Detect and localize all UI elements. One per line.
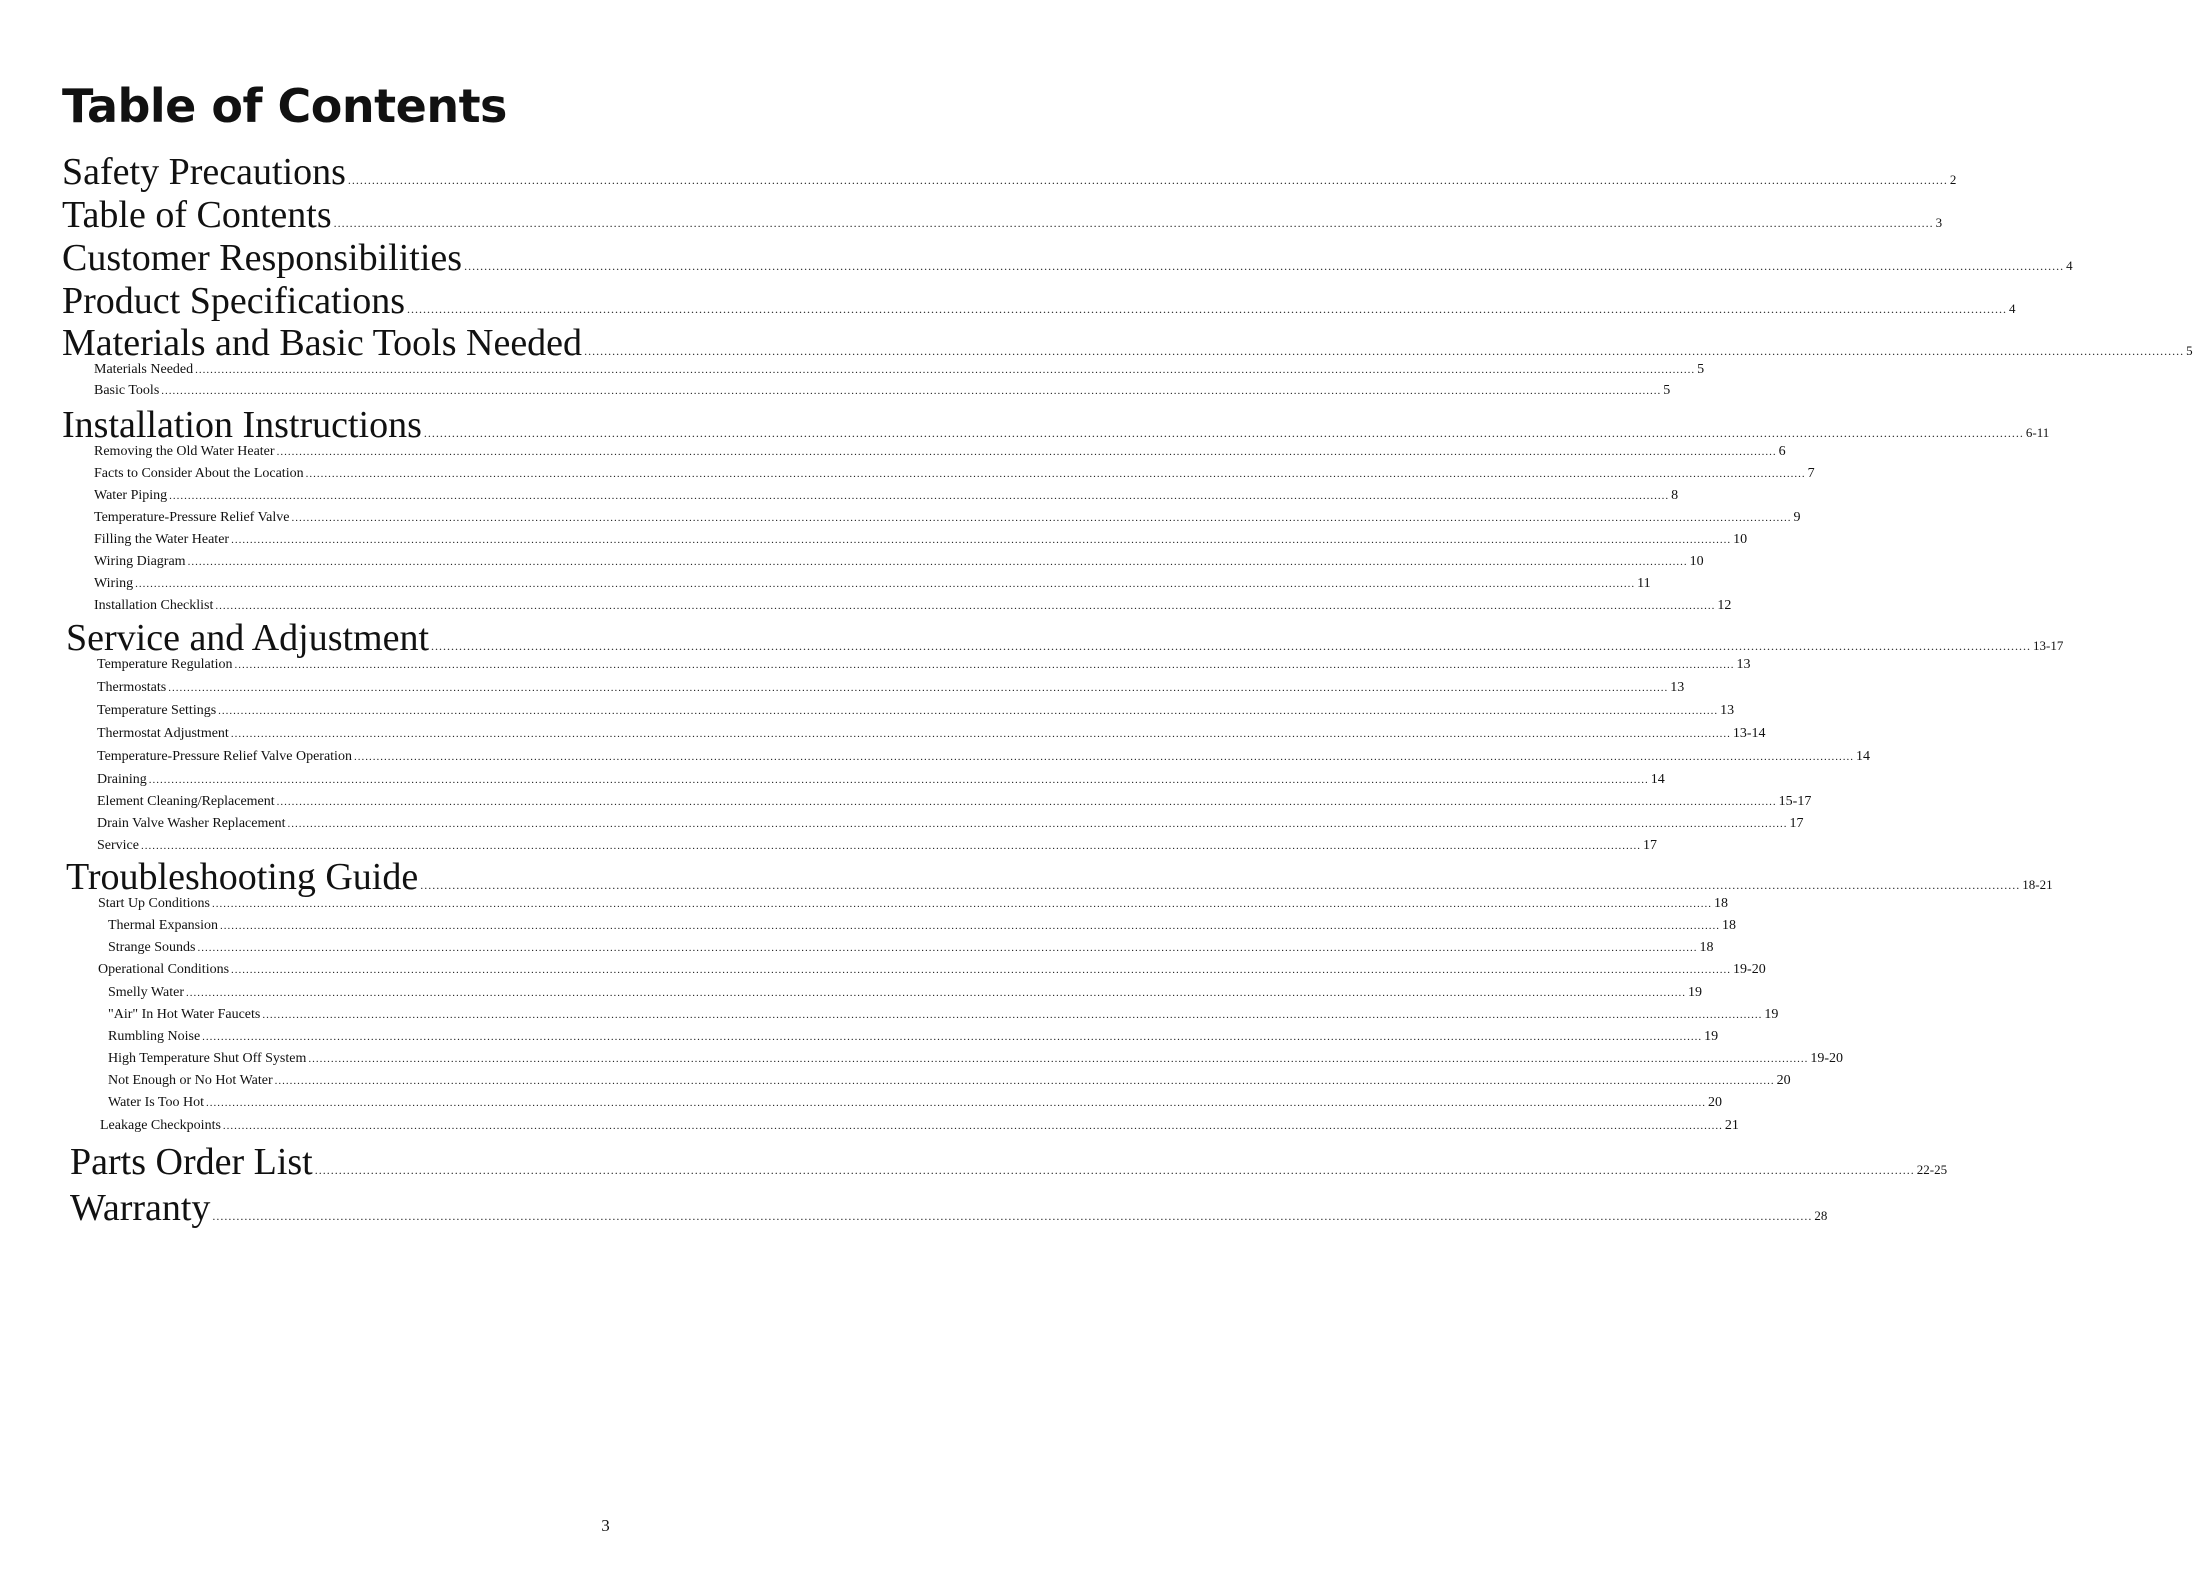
toc-entry-label: Thermal Expansion bbox=[108, 918, 219, 933]
toc-entry-label: Basic Tools bbox=[94, 383, 160, 398]
leader-dots: ................................................................................................................................................................................................................................................................................................................................................................................................................ bbox=[276, 446, 1777, 458]
toc-entry-service[interactable] bbox=[97, 837, 1657, 855]
toc-entry-smelly-water[interactable] bbox=[108, 984, 1702, 1002]
toc-entry-wiring[interactable] bbox=[94, 575, 1651, 593]
leader-dots: ................................................................................................................................................................................................................................................................................................................................................................................................................ bbox=[231, 534, 1732, 546]
toc-entry-basic-tools[interactable] bbox=[94, 382, 1671, 400]
toc-entry-label: Start Up Conditions bbox=[98, 896, 211, 911]
toc-entry-parts-order-list[interactable] bbox=[70, 1141, 1948, 1190]
leader-dots: ................................................................................................................................................................................................................................................................................................................................................................................................................ bbox=[222, 1120, 1723, 1132]
toc-entry-tp-relief-valve[interactable] bbox=[94, 509, 1801, 527]
toc-entry-label: Troubleshooting Guide bbox=[66, 856, 419, 898]
leader-dots: ................................................................................................................................................................................................................................................................................................................................................................................................................ bbox=[215, 600, 1716, 612]
toc-entry-page: 13 bbox=[1670, 680, 1685, 695]
toc-entry-label: Safety Precautions bbox=[62, 151, 346, 193]
toc-entry-customer-responsibilities[interactable] bbox=[62, 237, 2073, 286]
toc-entry-label: Wiring bbox=[94, 576, 134, 591]
toc-entry-page: 5 bbox=[1663, 383, 1671, 398]
toc-entry-page: 20 bbox=[1708, 1095, 1723, 1110]
leader-dots: ................................................................................................................................................................................................................................................................................................................................................................................................................ bbox=[431, 639, 2032, 653]
toc-entry-drain-valve-washer[interactable] bbox=[97, 815, 1804, 833]
leader-dots: ................................................................................................................................................................................................................................................................................................................................................................................................................ bbox=[291, 512, 1792, 524]
toc-entry-page: 22-25 bbox=[1916, 1162, 1948, 1177]
toc-entry-page: 18-21 bbox=[2022, 877, 2053, 892]
toc-entry-safety-precautions[interactable] bbox=[62, 151, 1957, 200]
toc-entry-page: 5 bbox=[2186, 343, 2193, 358]
leader-dots: ................................................................................................................................................................................................................................................................................................................................................................................................................ bbox=[234, 659, 1735, 671]
toc-entry-thermostat-adjustment[interactable] bbox=[97, 725, 1766, 743]
toc-entry-thermostats[interactable] bbox=[97, 679, 1685, 697]
toc-entry-draining[interactable] bbox=[97, 771, 1665, 789]
toc-entry-page: 19 bbox=[1704, 1029, 1719, 1044]
leader-dots: ................................................................................................................................................................................................................................................................................................................................................................................................................ bbox=[305, 468, 1806, 480]
toc-entry-label: Removing the Old Water Heater bbox=[94, 444, 275, 459]
toc-entry-operational-conditions[interactable] bbox=[98, 961, 1766, 979]
leader-dots: ................................................................................................................................................................................................................................................................................................................................................................................................................ bbox=[148, 774, 1649, 786]
toc-entry-label: Wiring Diagram bbox=[94, 554, 186, 569]
leader-dots: ................................................................................................................................................................................................................................................................................................................................................................................................................ bbox=[347, 173, 1948, 187]
leader-dots: ................................................................................................................................................................................................................................................................................................................................................................................................................ bbox=[353, 751, 1854, 763]
toc-entry-page: 19-20 bbox=[1733, 962, 1766, 977]
toc-entry-label: Not Enough or No Hot Water bbox=[108, 1073, 273, 1088]
toc-entry-label: Draining bbox=[97, 772, 147, 787]
toc-entry-page: 19 bbox=[1688, 985, 1702, 1000]
toc-entry-page: 10 bbox=[1733, 532, 1748, 547]
toc-entry-page: 20 bbox=[1776, 1073, 1791, 1088]
leader-dots: ................................................................................................................................................................................................................................................................................................................................................................................................................ bbox=[230, 728, 1731, 740]
toc-entry-label: Thermostats bbox=[97, 680, 167, 695]
toc-entry-page: 18 bbox=[1722, 918, 1737, 933]
toc-entry-water-too-hot[interactable] bbox=[108, 1094, 1723, 1112]
toc-entry-label: Table of Contents bbox=[62, 194, 332, 236]
toc-entry-strange-sounds[interactable] bbox=[108, 939, 1714, 957]
toc-entry-page: 5 bbox=[1697, 362, 1705, 377]
toc-entry-label: Materials Needed bbox=[94, 362, 194, 377]
toc-entry-page: 4 bbox=[2066, 258, 2073, 273]
toc-entry-page: 15-17 bbox=[1778, 794, 1812, 809]
toc-entry-leakage-checkpoints[interactable] bbox=[100, 1117, 1739, 1135]
toc-entry-label: Warranty bbox=[70, 1187, 211, 1229]
leader-dots: ................................................................................................................................................................................................................................................................................................................................................................................................................ bbox=[423, 426, 2024, 440]
leader-dots: ................................................................................................................................................................................................................................................................................................................................................................................................................ bbox=[195, 364, 1696, 376]
toc-entry-label: Operational Conditions bbox=[98, 962, 230, 977]
toc-entry-page: 13-17 bbox=[2033, 638, 2064, 653]
toc-entry-label: Facts to Consider About the Location bbox=[94, 466, 304, 481]
leader-dots: ................................................................................................................................................................................................................................................................................................................................................................................................................ bbox=[135, 578, 1636, 590]
toc-entry-label: Leakage Checkpoints bbox=[100, 1118, 221, 1133]
page-title: Table of Contents bbox=[62, 79, 507, 133]
leader-dots: ................................................................................................................................................................................................................................................................................................................................................................................................................ bbox=[187, 556, 1688, 568]
toc-entry-page: 12 bbox=[1717, 598, 1732, 613]
leader-dots: ................................................................................................................................................................................................................................................................................................................................................................................................................ bbox=[140, 840, 1641, 852]
toc-entry-label: Temperature-Pressure Relief Valve Operation bbox=[97, 749, 352, 764]
toc-entry-wiring-diagram[interactable] bbox=[94, 553, 1704, 571]
leader-dots: ................................................................................................................................................................................................................................................................................................................................................................................................................ bbox=[314, 1163, 1915, 1177]
toc-entry-page: 17 bbox=[1789, 816, 1804, 831]
toc-entry-label: Materials and Basic Tools Needed bbox=[62, 322, 583, 364]
toc-entry-page: 14 bbox=[1855, 749, 1870, 764]
leader-dots: ................................................................................................................................................................................................................................................................................................................................................................................................................ bbox=[161, 385, 1662, 397]
toc-entry-label: Temperature Regulation bbox=[97, 657, 233, 672]
toc-entry-label: Rumbling Noise bbox=[108, 1029, 201, 1044]
leader-dots: ................................................................................................................................................................................................................................................................................................................................................................................................................ bbox=[262, 1009, 1763, 1021]
toc-entry-page: 21 bbox=[1724, 1118, 1739, 1133]
toc-entry-filling-heater[interactable] bbox=[94, 531, 1748, 549]
toc-entry-label: Drain Valve Washer Replacement bbox=[97, 816, 286, 831]
toc-entry-page: 28 bbox=[1814, 1208, 1828, 1223]
leader-dots: ................................................................................................................................................................................................................................................................................................................................................................................................................ bbox=[212, 898, 1713, 910]
toc-entry-label: Temperature-Pressure Relief Valve bbox=[94, 510, 290, 525]
toc-entry-label: Product Specifications bbox=[62, 280, 405, 322]
toc-entry-page: 10 bbox=[1689, 554, 1704, 569]
toc-entry-label: Filling the Water Heater bbox=[94, 532, 230, 547]
leader-dots: ................................................................................................................................................................................................................................................................................................................................................................................................................ bbox=[202, 1031, 1703, 1043]
toc-entry-page: 18 bbox=[1699, 940, 1714, 955]
leader-dots: ................................................................................................................................................................................................................................................................................................................................................................................................................ bbox=[584, 344, 2185, 358]
toc-entry-label: Temperature Settings bbox=[97, 703, 217, 718]
toc-entry-element-cleaning[interactable] bbox=[97, 793, 1812, 811]
toc-entry-page: 14 bbox=[1650, 772, 1665, 787]
toc-entry-page: 6 bbox=[1778, 444, 1786, 459]
toc-entry-label: High Temperature Shut Off System bbox=[108, 1051, 307, 1066]
toc-entry-page: 3 bbox=[1935, 215, 1943, 230]
toc-entry-page: 19-20 bbox=[1810, 1051, 1844, 1066]
leader-dots: ................................................................................................................................................................................................................................................................................................................................................................................................................ bbox=[169, 490, 1670, 502]
toc-entry-temperature-regulation[interactable] bbox=[97, 656, 1751, 674]
toc-entry-label: Smelly Water bbox=[108, 985, 184, 1000]
toc-entry-installation-checklist[interactable] bbox=[94, 597, 1732, 615]
toc-entry-start-up-conditions[interactable] bbox=[98, 895, 1729, 913]
toc-entry-water-piping[interactable] bbox=[94, 487, 1679, 505]
leader-dots: ................................................................................................................................................................................................................................................................................................................................................................................................................ bbox=[308, 1053, 1809, 1065]
toc-entry-high-temp-shutoff[interactable] bbox=[108, 1050, 1844, 1068]
toc-entry-warranty[interactable] bbox=[70, 1187, 1828, 1236]
toc-entry-page: 9 bbox=[1793, 510, 1801, 525]
toc-entry-label: Service bbox=[97, 838, 139, 853]
toc-entry-page: 4 bbox=[2008, 301, 2016, 316]
leader-dots: ................................................................................................................................................................................................................................................................................................................................................................................................................ bbox=[197, 942, 1698, 954]
toc-entry-label: "Air" In Hot Water Faucets bbox=[108, 1007, 261, 1022]
toc-entry-label: Element Cleaning/Replacement bbox=[97, 794, 275, 809]
leader-dots: ................................................................................................................................................................................................................................................................................................................................................................................................................ bbox=[464, 259, 2065, 273]
toc-entry-tp-valve-operation[interactable] bbox=[97, 748, 1870, 766]
toc-entry-label: Service and Adjustment bbox=[66, 617, 430, 659]
toc-entry-label: Water Piping bbox=[94, 488, 168, 503]
leader-dots: ................................................................................................................................................................................................................................................................................................................................................................................................................ bbox=[287, 818, 1788, 830]
leader-dots: ................................................................................................................................................................................................................................................................................................................................................................................................................ bbox=[231, 964, 1732, 976]
toc-entry-page: 7 bbox=[1807, 466, 1815, 481]
toc-entry-label: Installation Checklist bbox=[94, 598, 214, 613]
toc-entry-air-in-faucets[interactable] bbox=[108, 1006, 1779, 1024]
page-number: 3 bbox=[601, 1516, 610, 1535]
toc-entry-label: Installation Instructions bbox=[62, 404, 422, 446]
toc-entry-page: 8 bbox=[1671, 488, 1679, 503]
leader-dots: ................................................................................................................................................................................................................................................................................................................................................................................................................ bbox=[420, 878, 2021, 892]
leader-dots: ................................................................................................................................................................................................................................................................................................................................................................................................................ bbox=[274, 1075, 1775, 1087]
leader-dots: ................................................................................................................................................................................................................................................................................................................................................................................................................ bbox=[333, 216, 1934, 230]
toc-entry-removing-old-heater[interactable] bbox=[94, 443, 1786, 461]
toc-entry-page: 19 bbox=[1764, 1007, 1779, 1022]
toc-entry-facts-location[interactable] bbox=[94, 465, 1815, 483]
toc-entry-page: 13 bbox=[1736, 657, 1751, 672]
toc-entry-materials-needed[interactable] bbox=[94, 361, 1705, 379]
toc-entry-page: 17 bbox=[1642, 838, 1657, 853]
toc-entry-label: Water Is Too Hot bbox=[108, 1095, 205, 1110]
toc-entry-rumbling-noise[interactable] bbox=[108, 1028, 1719, 1046]
toc-entry-page: 6-11 bbox=[2025, 425, 2050, 440]
leader-dots: ................................................................................................................................................................................................................................................................................................................................................................................................................ bbox=[218, 705, 1719, 717]
leader-dots: ................................................................................................................................................................................................................................................................................................................................................................................................................ bbox=[276, 796, 1777, 808]
toc-entry-label: Thermostat Adjustment bbox=[97, 726, 229, 741]
toc-entry-label: Parts Order List bbox=[70, 1141, 313, 1183]
leader-dots: ................................................................................................................................................................................................................................................................................................................................................................................................................ bbox=[168, 682, 1669, 694]
toc-entry-label: Strange Sounds bbox=[108, 940, 196, 955]
leader-dots: ................................................................................................................................................................................................................................................................................................................................................................................................................ bbox=[220, 920, 1721, 932]
toc-entry-temperature-settings[interactable] bbox=[97, 702, 1735, 720]
toc-entry-page: 13-14 bbox=[1732, 726, 1766, 741]
leader-dots: ................................................................................................................................................................................................................................................................................................................................................................................................................ bbox=[186, 987, 1686, 999]
leader-dots: ................................................................................................................................................................................................................................................................................................................................................................................................................ bbox=[406, 302, 2007, 316]
toc-entry-page: 18 bbox=[1714, 896, 1729, 911]
toc-entry-not-enough-hot-water[interactable] bbox=[108, 1072, 1791, 1090]
toc-entry-page: 11 bbox=[1637, 576, 1651, 591]
toc-entry-label: Customer Responsibilities bbox=[62, 237, 463, 279]
leader-dots: ................................................................................................................................................................................................................................................................................................................................................................................................................ bbox=[206, 1097, 1707, 1109]
toc-entry-table-of-contents[interactable] bbox=[62, 194, 1943, 243]
toc-entry-thermal-expansion[interactable] bbox=[108, 917, 1737, 935]
toc-entry-page: 13 bbox=[1720, 703, 1735, 718]
toc-entry-page: 2 bbox=[1949, 172, 1957, 187]
leader-dots: ................................................................................................................................................................................................................................................................................................................................................................................................................ bbox=[212, 1209, 1813, 1223]
